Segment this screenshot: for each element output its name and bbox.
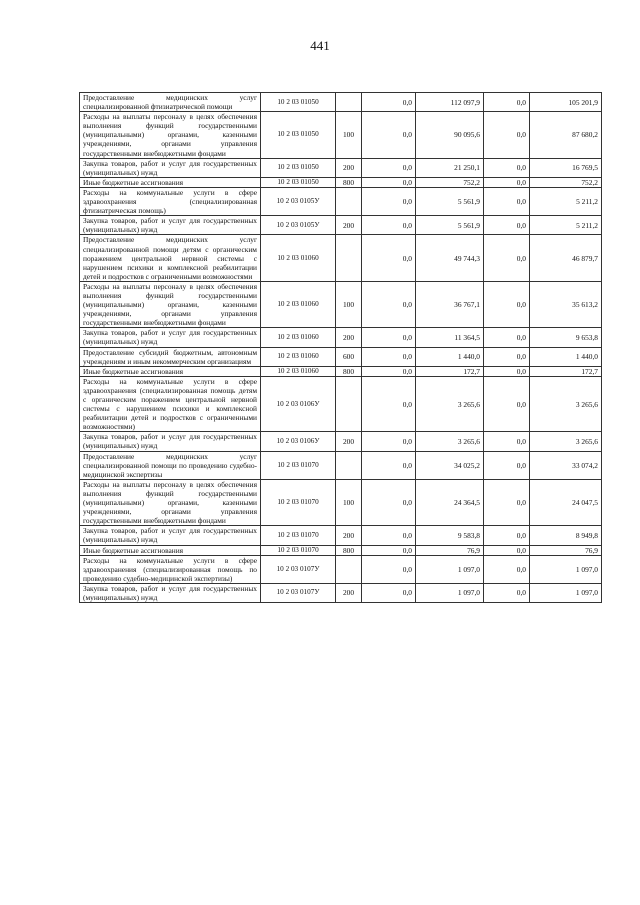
row-value-3-cell: 0,0 xyxy=(484,451,530,479)
row-name-cell: Расходы на выплаты персоналу в целях обеспечения выполнения функций государственными (муниципальными) органами, казенными учреждениями, органами управления государственными внебюджетными фондами xyxy=(80,281,261,327)
row-expense-type-cell xyxy=(336,451,362,479)
table-row xyxy=(80,328,602,347)
row-value-3-cell: 0,0 xyxy=(484,235,530,281)
row-value-1-cell: 0,0 xyxy=(362,376,416,432)
row-name-cell: Закупка товаров, работ и услуг для государственных (муниципальных) нужд xyxy=(80,216,261,235)
table-row xyxy=(80,479,602,525)
row-expense-type-cell: 200 xyxy=(336,526,362,545)
row-value-1-cell: 0,0 xyxy=(362,366,416,376)
table-row xyxy=(80,432,602,451)
row-value-1-cell: 0,0 xyxy=(362,432,416,451)
row-value-1-cell: 0,0 xyxy=(362,235,416,281)
row-value-3-cell: 0,0 xyxy=(484,328,530,347)
row-code-cell: 10 2 03 0106У xyxy=(261,432,336,451)
row-value-1-cell: 0,0 xyxy=(362,555,416,583)
row-name-cell: Закупка товаров, работ и услуг для государственных (муниципальных) нужд xyxy=(80,432,261,451)
row-value-4-cell: 9 653,8 xyxy=(530,328,602,347)
row-value-3-cell: 0,0 xyxy=(484,158,530,177)
row-value-2-cell: 1 097,0 xyxy=(416,583,484,602)
row-value-4-cell: 3 265,6 xyxy=(530,376,602,432)
row-expense-type-cell xyxy=(336,187,362,215)
page-number: 441 xyxy=(310,38,330,53)
row-value-4-cell: 24 047,5 xyxy=(530,479,602,525)
row-value-4-cell: 1 097,0 xyxy=(530,583,602,602)
row-name-cell: Закупка товаров, работ и услуг для государственных (муниципальных) нужд xyxy=(80,328,261,347)
row-value-3-cell: 0,0 xyxy=(484,432,530,451)
row-expense-type-cell: 200 xyxy=(336,158,362,177)
row-expense-type-cell: 100 xyxy=(336,281,362,327)
row-value-3-cell: 0,0 xyxy=(484,216,530,235)
row-expense-type-cell: 600 xyxy=(336,347,362,366)
row-expense-type-cell: 100 xyxy=(336,479,362,525)
row-code-cell: 10 2 03 01050 xyxy=(261,93,336,112)
table-row xyxy=(80,526,602,545)
row-expense-type-cell: 200 xyxy=(336,583,362,602)
row-expense-type-cell xyxy=(336,235,362,281)
row-value-1-cell: 0,0 xyxy=(362,328,416,347)
table-row xyxy=(80,451,602,479)
table-row xyxy=(80,112,602,158)
row-value-3-cell: 0,0 xyxy=(484,366,530,376)
row-name-cell: Расходы на коммунальные услуги в сфере здравоохранения (специализированная помощь по проведению судебно-медицинской экспертизы) xyxy=(80,555,261,583)
row-value-1-cell: 0,0 xyxy=(362,187,416,215)
row-value-1-cell: 0,0 xyxy=(362,93,416,112)
row-value-4-cell: 33 074,2 xyxy=(530,451,602,479)
row-value-2-cell: 49 744,3 xyxy=(416,235,484,281)
table-row xyxy=(80,93,602,112)
row-name-cell: Расходы на выплаты персоналу в целях обеспечения выполнения функций государственными (муниципальными) органами, казенными учреждениями, органами управления государственными внебюджетными фондами xyxy=(80,479,261,525)
row-value-3-cell: 0,0 xyxy=(484,281,530,327)
row-value-1-cell: 0,0 xyxy=(362,583,416,602)
row-expense-type-cell xyxy=(336,93,362,112)
row-name-cell: Иные бюджетные ассигнования xyxy=(80,545,261,555)
table-row xyxy=(80,216,602,235)
table-row xyxy=(80,187,602,215)
row-code-cell: 10 2 03 01050 xyxy=(261,112,336,158)
row-name-cell: Расходы на коммунальные услуги в сфере здравоохранения (специализированная помощь детям с органическим поражением центральной нервной системы с нарушением психики и комплексной реабилитации детей и подростков с ограниченными возможностями) xyxy=(80,376,261,432)
row-name-cell: Предоставление медицинских услуг специализированной фтизиатрической помощи xyxy=(80,93,261,112)
row-value-4-cell: 8 949,8 xyxy=(530,526,602,545)
row-name-cell: Закупка товаров, работ и услуг для государственных (муниципальных) нужд xyxy=(80,158,261,177)
row-expense-type-cell: 800 xyxy=(336,545,362,555)
row-value-2-cell: 5 561,9 xyxy=(416,216,484,235)
table-row xyxy=(80,281,602,327)
row-code-cell: 10 2 03 01070 xyxy=(261,545,336,555)
row-expense-type-cell: 800 xyxy=(336,177,362,187)
row-value-4-cell: 16 769,5 xyxy=(530,158,602,177)
row-code-cell: 10 2 03 01050 xyxy=(261,158,336,177)
row-name-cell: Закупка товаров, работ и услуг для государственных (муниципальных) нужд xyxy=(80,583,261,602)
table-row xyxy=(80,376,602,432)
row-expense-type-cell: 200 xyxy=(336,328,362,347)
row-value-3-cell: 0,0 xyxy=(484,177,530,187)
table-row xyxy=(80,583,602,602)
row-code-cell: 10 2 03 01060 xyxy=(261,366,336,376)
row-code-cell: 10 2 03 01060 xyxy=(261,347,336,366)
row-value-2-cell: 76,9 xyxy=(416,545,484,555)
row-value-4-cell: 5 211,2 xyxy=(530,216,602,235)
table-row xyxy=(80,235,602,281)
table-row xyxy=(80,366,602,376)
row-value-3-cell: 0,0 xyxy=(484,545,530,555)
row-value-4-cell: 35 613,2 xyxy=(530,281,602,327)
row-code-cell: 10 2 03 0107У xyxy=(261,583,336,602)
row-value-3-cell: 0,0 xyxy=(484,479,530,525)
row-value-2-cell: 1 440,0 xyxy=(416,347,484,366)
row-code-cell: 10 2 03 0107У xyxy=(261,555,336,583)
row-value-4-cell: 1 440,0 xyxy=(530,347,602,366)
row-value-1-cell: 0,0 xyxy=(362,545,416,555)
row-value-1-cell: 0,0 xyxy=(362,177,416,187)
row-value-1-cell: 0,0 xyxy=(362,347,416,366)
row-value-4-cell: 3 265,6 xyxy=(530,432,602,451)
row-value-3-cell: 0,0 xyxy=(484,376,530,432)
table-row xyxy=(80,347,602,366)
budget-table-body xyxy=(80,93,602,603)
row-code-cell: 10 2 03 01050 xyxy=(261,177,336,187)
row-name-cell: Расходы на выплаты персоналу в целях обеспечения выполнения функций государственными (муниципальными) органами, казенными учреждениями, органами управления государственными внебюджетными фондами xyxy=(80,112,261,158)
row-code-cell: 10 2 03 01060 xyxy=(261,235,336,281)
row-code-cell: 10 2 03 01060 xyxy=(261,328,336,347)
row-code-cell: 10 2 03 0105У xyxy=(261,216,336,235)
row-name-cell: Предоставление субсидий бюджетным, автономным учреждениям и иным некоммерческим организациям xyxy=(80,347,261,366)
table-row xyxy=(80,177,602,187)
row-code-cell: 10 2 03 0106У xyxy=(261,376,336,432)
table-row xyxy=(80,555,602,583)
row-name-cell: Иные бюджетные ассигнования xyxy=(80,366,261,376)
row-code-cell: 10 2 03 0105У xyxy=(261,187,336,215)
row-value-2-cell: 11 364,5 xyxy=(416,328,484,347)
row-expense-type-cell: 200 xyxy=(336,216,362,235)
row-value-2-cell: 172,7 xyxy=(416,366,484,376)
row-value-3-cell: 0,0 xyxy=(484,112,530,158)
row-name-cell: Предоставление медицинских услуг специализированной помощи по проведению судебно-медицинской экспертизы xyxy=(80,451,261,479)
row-code-cell: 10 2 03 01060 xyxy=(261,281,336,327)
row-value-3-cell: 0,0 xyxy=(484,555,530,583)
row-value-1-cell: 0,0 xyxy=(362,112,416,158)
row-value-4-cell: 46 879,7 xyxy=(530,235,602,281)
row-value-2-cell: 36 767,1 xyxy=(416,281,484,327)
row-value-2-cell: 3 265,6 xyxy=(416,376,484,432)
row-value-2-cell: 112 097,9 xyxy=(416,93,484,112)
row-value-2-cell: 34 025,2 xyxy=(416,451,484,479)
row-value-4-cell: 752,2 xyxy=(530,177,602,187)
row-expense-type-cell xyxy=(336,376,362,432)
row-value-4-cell: 87 680,2 xyxy=(530,112,602,158)
row-value-1-cell: 0,0 xyxy=(362,526,416,545)
table-row xyxy=(80,158,602,177)
row-expense-type-cell: 100 xyxy=(336,112,362,158)
row-value-4-cell: 1 097,0 xyxy=(530,555,602,583)
row-code-cell: 10 2 03 01070 xyxy=(261,479,336,525)
row-expense-type-cell: 800 xyxy=(336,366,362,376)
row-value-2-cell: 24 364,5 xyxy=(416,479,484,525)
row-value-2-cell: 5 561,9 xyxy=(416,187,484,215)
row-value-3-cell: 0,0 xyxy=(484,347,530,366)
row-value-1-cell: 0,0 xyxy=(362,479,416,525)
row-value-3-cell: 0,0 xyxy=(484,526,530,545)
row-value-3-cell: 0,0 xyxy=(484,187,530,215)
row-name-cell: Иные бюджетные ассигнования xyxy=(80,177,261,187)
table-row xyxy=(80,545,602,555)
row-name-cell: Предоставление медицинских услуг специализированной помощи детям с органическим поражением центральной нервной системы с нарушением психики и комплексной реабилитации детей и подростков с ограниченными возможностями xyxy=(80,235,261,281)
row-expense-type-cell: 200 xyxy=(336,432,362,451)
row-value-2-cell: 9 583,8 xyxy=(416,526,484,545)
row-name-cell: Расходы на коммунальные услуги в сфере здравоохранения (специализированная фтизиатрическая помощь) xyxy=(80,187,261,215)
row-value-1-cell: 0,0 xyxy=(362,158,416,177)
row-value-4-cell: 172,7 xyxy=(530,366,602,376)
row-value-1-cell: 0,0 xyxy=(362,451,416,479)
row-value-3-cell: 0,0 xyxy=(484,583,530,602)
row-name-cell: Закупка товаров, работ и услуг для государственных (муниципальных) нужд xyxy=(80,526,261,545)
row-expense-type-cell xyxy=(336,555,362,583)
row-value-4-cell: 105 201,9 xyxy=(530,93,602,112)
row-value-1-cell: 0,0 xyxy=(362,216,416,235)
row-value-2-cell: 3 265,6 xyxy=(416,432,484,451)
row-value-2-cell: 90 095,6 xyxy=(416,112,484,158)
row-value-2-cell: 1 097,0 xyxy=(416,555,484,583)
row-code-cell: 10 2 03 01070 xyxy=(261,526,336,545)
row-value-3-cell: 0,0 xyxy=(484,93,530,112)
row-value-1-cell: 0,0 xyxy=(362,281,416,327)
row-value-4-cell: 5 211,2 xyxy=(530,187,602,215)
row-code-cell: 10 2 03 01070 xyxy=(261,451,336,479)
row-value-2-cell: 752,2 xyxy=(416,177,484,187)
row-value-2-cell: 21 250,1 xyxy=(416,158,484,177)
budget-table xyxy=(79,92,602,603)
row-value-4-cell: 76,9 xyxy=(530,545,602,555)
